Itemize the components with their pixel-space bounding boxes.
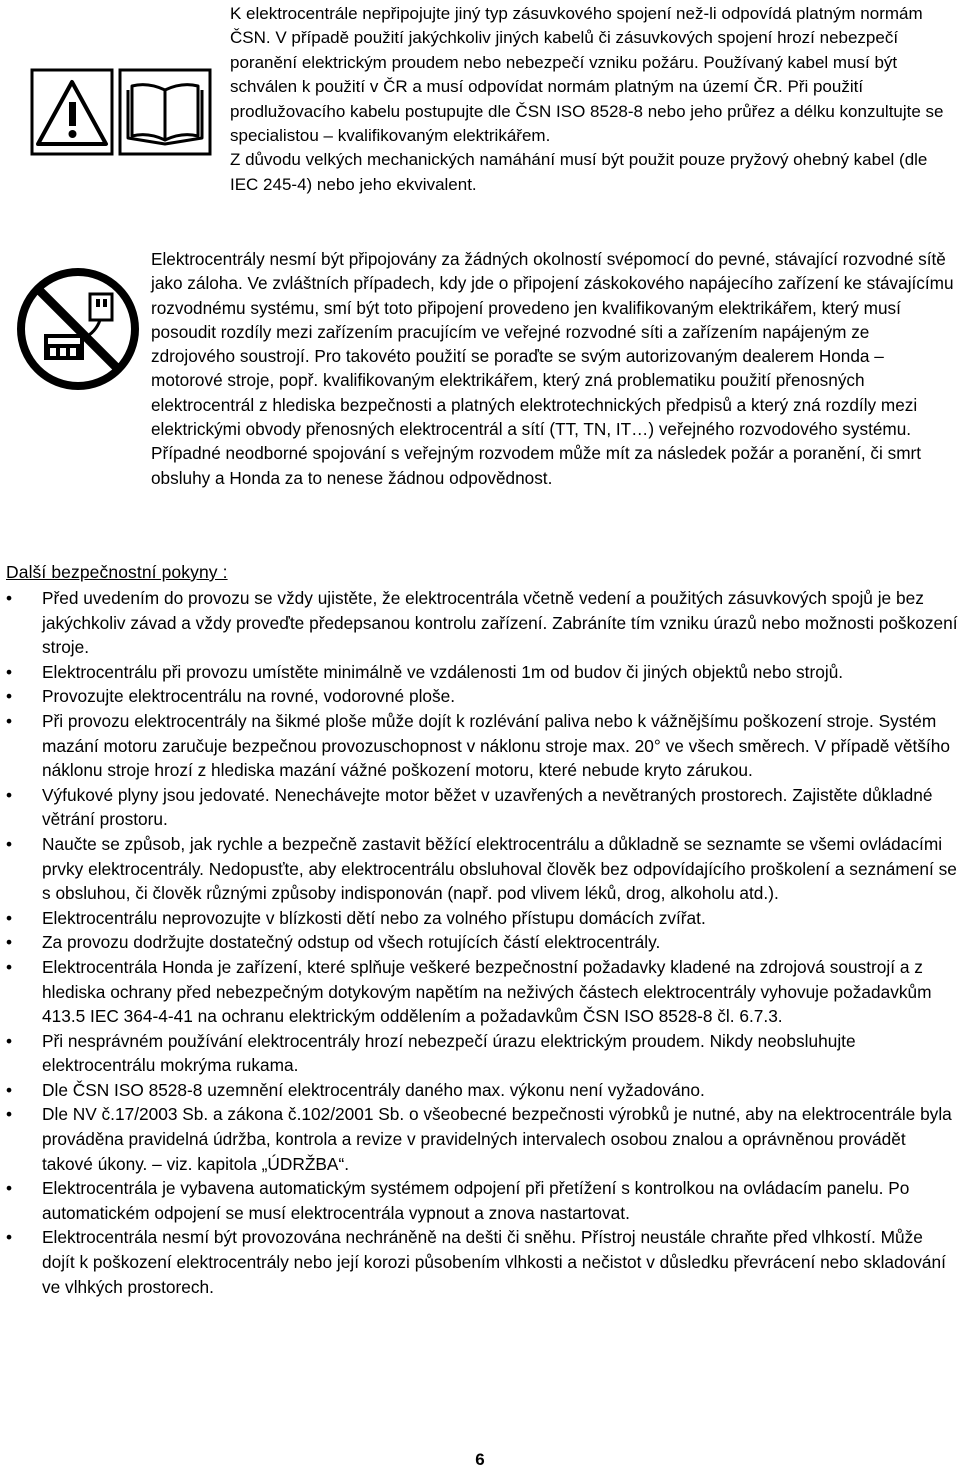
list-item-text: Dle ČSN ISO 8528-8 uzemnění elektrocentrály daného max. výkonu není vyžadováno. <box>42 1079 705 1100</box>
list-item <box>0 832 960 906</box>
list-item-text: Elektrocentrála nesmí být provozována nechráněně na dešti či sněhu. Přístroj neustále chraňte před vlhkostí. Může dojít k poškození elektrocentrály nebo její korozi působením vlhkosti a nečistot v důsledku převrácení nebo skladování ve vlhkých prostorech. <box>42 1227 946 1297</box>
list-item <box>0 955 960 1029</box>
bullet-icon: • <box>5 710 13 731</box>
list-item-text: Za provozu dodržujte dostatečný odstup od všech rotujících částí elektrocentrály. <box>42 932 661 953</box>
list-item-text: Naučte se způsob, jak rychle a bezpečně zastavit běžící elektrocentrálu a důkladně se seznamte se všemi ovládacími prvky elektrocentrály. Nedopusťte, aby elektrocentrálu obsluhoval člověk bez odpovídajícího proškolení a seznámení se s obsluhou, či člověk různými způsoby indisponován (např. pod vlivem léků, drog, alkoholu atd.). <box>42 833 957 904</box>
list-item <box>0 1176 960 1225</box>
bullet-icon: • <box>5 932 13 953</box>
list-item-text: Při nesprávném používání elektrocentrály hrozí nebezpečí úrazu elektrickým proudem. Nikdy neobsluhujte elektrocentrálu mokrýma rukama. <box>42 1030 856 1076</box>
list-item-text: Výfukové plyny jsou jedovaté. Nenechávejte motor běžet v uzavřených a nevětraných prostorech. Zajistěte důkladné větrání prostoru. <box>42 784 933 830</box>
list-item <box>0 709 960 783</box>
bullet-icon: • <box>5 1227 13 1248</box>
paragraph: Elektrocentrály nesmí být připojovány za žádných okolností svépomocí do pevné, stávající rozvodné sítě jako záloha. Ve zvláštních případech, kdy jde o připojení záskokového napájecího zařízení ke stávajícímu rozvodnému systému, smí být toto připojení provedeno jen kvalifikovaným elektrikářem, který musí posoudit rozdíly mezi zařízením pracujícím ve veřejné rozvodné síti a zařízením napájeným ze zdrojového soustrojí. Pro takovéto použití se poraďte se svým autorizovaným dealerem Honda – motorové stroje, popř. kvalifikovaným elektrikářem, který zná problematiku použití přenosných elektrocentrál z hlediska bezpečnosti a platných elektrotechnických předpisů a který zná rozdíly mezi elektrickými obvody přenosných elektrocentrál a sítí (TT, TN, IT…) veřejného rozvodového systému. <box>151 249 954 440</box>
warning-manual-icon-pair <box>30 68 215 158</box>
list-item <box>0 1078 960 1103</box>
list-item-text: Před uvedením do provozu se vždy ujistěte, že elektrocentrála včetně vedení a použitých zásuvkových spojů je bez jakýchkoliv závad a vždy proveďte předepsanou kontrolu zařízení. Zabráníte tím vzniku úrazů nebo možnosti poškození stroje. <box>42 588 958 658</box>
list-item <box>0 783 960 832</box>
bullet-icon: • <box>5 1030 13 1051</box>
list-item <box>0 1225 960 1299</box>
bullet-icon: • <box>5 1079 13 1100</box>
list-item <box>0 586 960 660</box>
list-item-text: Při provozu elektrocentrály na šikmé ploše může dojít k rozlévání paliva nebo k vážnějšímu poškození stroje. Systém mazání motoru zaručuje bezpečnou provozuschopnost v náklonu stroje max. 20° ve všech směrech. V případě většího náklonu stroje hrozí z hlediska mazání vážné poškození motoru, které nebude kryto zárukou. <box>42 710 950 781</box>
bullet-icon: • <box>5 661 13 682</box>
paragraph: K elektrocentrále nepřipojujte jiný typ zásuvkového spojení než-li odpovídá platným normám ČSN. V případě použití jakýchkoliv jiných kabelů či zásuvkových spojení hrozí nebezpečí poranění elektrickým proudem nebo nebezpečí vzniku požáru. Používaný kabel musí být schválen k použití v ČR a musí odpovídat normám platným na území ČR. Při použití prodlužovacího kabelu postupujte dle ČSN ISO 8528-8 nebo jeho průřez a délku konzultujte se specialistou – kvalifikovaným elektrikářem. <box>230 4 944 146</box>
list-item <box>0 906 960 931</box>
bullet-icon: • <box>5 686 13 707</box>
prohibition-icon <box>14 266 142 392</box>
list-item <box>0 1102 960 1176</box>
page-number: 6 <box>475 1450 485 1469</box>
list-item-text: Provozujte elektrocentrálu na rovné, vodorovné ploše. <box>42 686 456 707</box>
list-item-text: Dle NV č.17/2003 Sb. a zákona č.102/2001 Sb. o všeobecné bezpečnosti výrobků je nutné, aby na elektrocentrále byla prováděna pravidelná údržba, kontrola a revize v pravidelných intervalech osobou znalou a oprávněnou provádět takové úkony. – viz. kapitola „ÚDRŽBA“. <box>42 1104 952 1174</box>
bullet-icon: • <box>5 784 13 805</box>
list-item <box>0 930 960 955</box>
bullet-icon: • <box>5 588 13 608</box>
safety-instructions-list <box>0 586 960 1299</box>
list-item-text: Elektrocentrála je vybavena automatickým systémem odpojení při přetížení s kontrolkou na ovládacím panelu. Po automatickém odpojení se musí elektrocentrála vypnout a znova nastartovat. <box>42 1178 910 1223</box>
bullet-icon: • <box>5 1178 13 1199</box>
bullet-icon: • <box>5 956 13 977</box>
list-item-text: Elektrocentrála Honda je zařízení, které splňuje veškeré bezpečnostní požadavky kladené na zdrojová soustrojí a z hlediska ochrany před nebezpečným dotykovým napětím na neživých částech elektrocentrály vyhovuje požadavkům 413.5 IEC 364-4-41 na ochranu elektrickým oddělením a požadavkům ČSN ISO 8528-8 čl. 6.7.3. <box>42 956 932 1027</box>
list-item-text: Elektrocentrálu při provozu umístěte minimálně ve vzdálenosti 1m od budov či jiných objektů nebo strojů. <box>42 661 844 682</box>
grid-connection-text <box>151 247 956 490</box>
list-item <box>0 660 960 685</box>
no-grid-connection-icon <box>14 266 142 397</box>
list-item-text: Elektrocentrálu neprovozujte v blízkosti dětí nebo za volného přístupu domácích zvířat. <box>42 907 706 928</box>
book-icon <box>128 85 202 144</box>
paragraph: Případné neodborné spojování s veřejným rozvodem může mít za následek požár a poranění, či smrt obsluhy a Honda za to nenese žádnou odpovědnost. <box>151 443 922 488</box>
bullet-icon: • <box>5 833 13 854</box>
section-heading: Další bezpečnostní pokyny : <box>6 562 228 582</box>
list-item <box>0 684 960 709</box>
bullet-icon: • <box>5 1104 13 1125</box>
list-item <box>0 1029 960 1078</box>
bullet-icon: • <box>5 907 13 928</box>
cable-requirements-text <box>230 2 958 197</box>
warning-read-manual-icons <box>30 68 215 163</box>
paragraph: Z důvodu velkých mechanických namáhání musí být použit pouze pryžový ohebný kabel (dle IEC 245-4) nebo jeho ekvivalent. <box>230 150 928 194</box>
